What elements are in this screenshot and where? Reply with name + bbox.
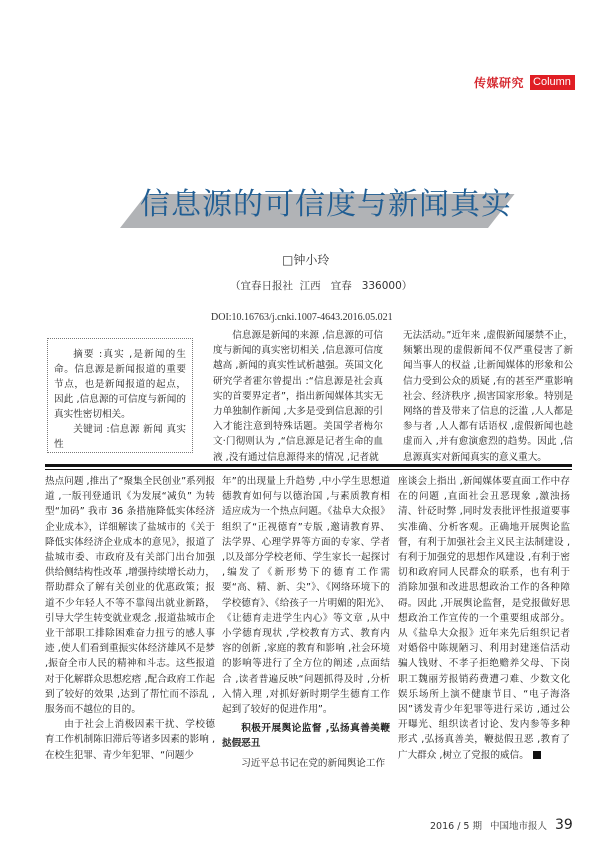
lower-column-3 <box>398 474 570 763</box>
paragraph-text: 座谈会上指出 ,新闻媒体要直面工作中存在的问题 ,直面社会丑恶现象 ,激浊扬清、针砭时弊 ,同时发表批评性报道要事实准确、分析客观。正确地开展舆论监督，有利于加强社会主义民主法制建设 ,有利于加强党的思想作风建设 ,有利于密切和政府同人民群众的联系，也有利于消除加强和改进思想政治工作的各种障碍。因此 ,开展舆论监督，是党报做好思想政治工作宣传的一个重要组成部分。从《盐阜大众报》近年来先后组织记者对婚俗中陈规陋习、利用封建迷信活动骗人钱财、不孝子拒绝赡养父母、下岗职工魏丽芳报销药费遭刁难、少数文化娱乐场所上演不健康节目、“电子海洛因”诱发青少年犯罪等进行采访 ,通过公开曝光、组织读者讨论、发内参等多种形式 ,弘扬真善美，鞭挞假丑恶 ,教育了广大群众 ,树立了党报的威信。 <box>398 476 570 761</box>
article-title: 信息源的可信度与新闻真实 <box>140 187 512 222</box>
paragraph: 信息源是新闻的来源 ,信息源的可信度与新闻的真实密切相关 ,信息源可信度越高 ,新闻的真实性试析越强。英国文化研究学者霍尔曾提出 :“信息源是社会真实的首要界定者”，指出新闻媒体其实无力单独制作新闻 ,大多是受到信息源的引入才能注意到特殊话题。美国学者梅尔文·门彻则认为 ,“信息源是记者生命的血液 ,没有通过信息源得来的情况 ,记者就 <box>213 330 383 463</box>
section-subheading: 积极开展舆论监督 ,弘扬真善美鞭挞假恶丑 <box>222 723 390 750</box>
article-title-block <box>110 175 510 231</box>
author-name: □钟小玲 <box>282 253 330 267</box>
keywords-text: 关键词 :信息源 新闻 真实性 <box>54 424 186 450</box>
paragraph: 年”的出现量上升趋势 ,中小学生思想道德教育如何与以德治国 ,与素质教育相适应成为一个热点问题。《盐阜大众报》组织了“正视德育”专版 ,邀请教育界、法学界、心理学界等方面的专家、学者 ,以及部分学校老师、学生家长一起探讨 ,编发了《新形势下的德育工作需要“高、精、新、尖”》、《网络环境下的学校德育》、《给孩子一片明媚的阳光》、《让德育走进学生内心》等文章 ,从中小学德育现状 ,学校教育方式、教育内容的创新 ,家庭的教育和影响 ,社会环境的影响等进行了全方位的阐述 ,点面结合 ,读者普遍反映“问题抓得及时 ,分析入情入理 ,对抓好新时期学生德育工作起到了较好的促进作用”。 <box>222 476 390 716</box>
lower-column-2 <box>222 474 390 771</box>
paragraph: 无法活动。”近年来 ,虚假新闻屡禁不止，频繁出现的虚假新闻不仅严重侵害了新闻当事人的权益 ,让新闻媒体的形象和公信力受到公众的质疑 ,有的甚至严重影响社会、经济秩序 ,损害国家形象。特别是网络的普及带来了信息的泛滥 ,人人都是参与者 ,人人都有话语权 ,虚假新闻也趁虚而入 ,并有愈演愈烈的趋势。因此 ,信息源真实对新闻真实的意义重大。 <box>403 330 573 463</box>
abstract-box <box>47 338 193 453</box>
upper-column-2 <box>213 328 383 465</box>
page-footer <box>430 817 573 833</box>
section-divider-thin <box>45 469 572 470</box>
publication-name: 中国地市报人 <box>489 821 547 832</box>
abstract-text: 摘要 :真实 ,是新闻的生命。信息源是新闻报道的重要节点，也是新闻报道的起点，因此 ,信息源的可信度与新闻的真实性密切相关。 <box>54 349 186 420</box>
section-tag <box>474 74 575 91</box>
end-of-article-mark-icon <box>533 751 541 759</box>
author-affiliation: （宜春日报社 江西 宜春 336000） <box>230 280 413 292</box>
paragraph: 由于社会上消极因素干扰、学校德育工作机制陈旧滞后等诸多因素的影响 ,在校生犯罪、青少年犯罪、“问题少 <box>45 719 215 761</box>
section-label-en: Column <box>530 75 575 90</box>
issue-number: 2016 / 5 期 <box>430 821 482 832</box>
page-number: 39 <box>555 817 573 833</box>
section-divider <box>45 464 572 467</box>
doi: DOI:10.16763/j.cnki.1007-4643.2016.05.021 <box>211 312 393 323</box>
lower-column-1 <box>45 474 215 763</box>
upper-column-3 <box>403 328 573 465</box>
paragraph <box>398 474 570 763</box>
paragraph: 习近平总书记在党的新闻舆论工作 <box>241 757 386 769</box>
paragraph: 热点问题 ,推出了“聚集全民创业”系列报道 ,一版刊登通讯《为发展“减负” 为转型“加码” 我市 36 条措施降低实体经济企业成本》，详细解读了盐城市的《关于降低实体经济企业成本的意见》，报道了盐城市委、市政府及有关部门出台加强供给侧结构性改革 ,增强持续增长动力，帮助群众了解有关创业的优惠政策；报道不少年轻人不等不靠闯出就业新路，引导大学生转变就业观念 ,报道盐城市企业干部职工排除困难奋力扭亏的感人事迹 ,使人们看到重振实体经济雄风不是梦 ,振奋全市人民的精神和斗志。这些报道对于化解群众思想疙瘩 ,配合政府工作起到了较好的效果 ,达到了帮忙而不添乱 ,服务而不越位的目的。 <box>45 476 215 716</box>
section-label-cn: 传媒研究 <box>474 76 525 90</box>
